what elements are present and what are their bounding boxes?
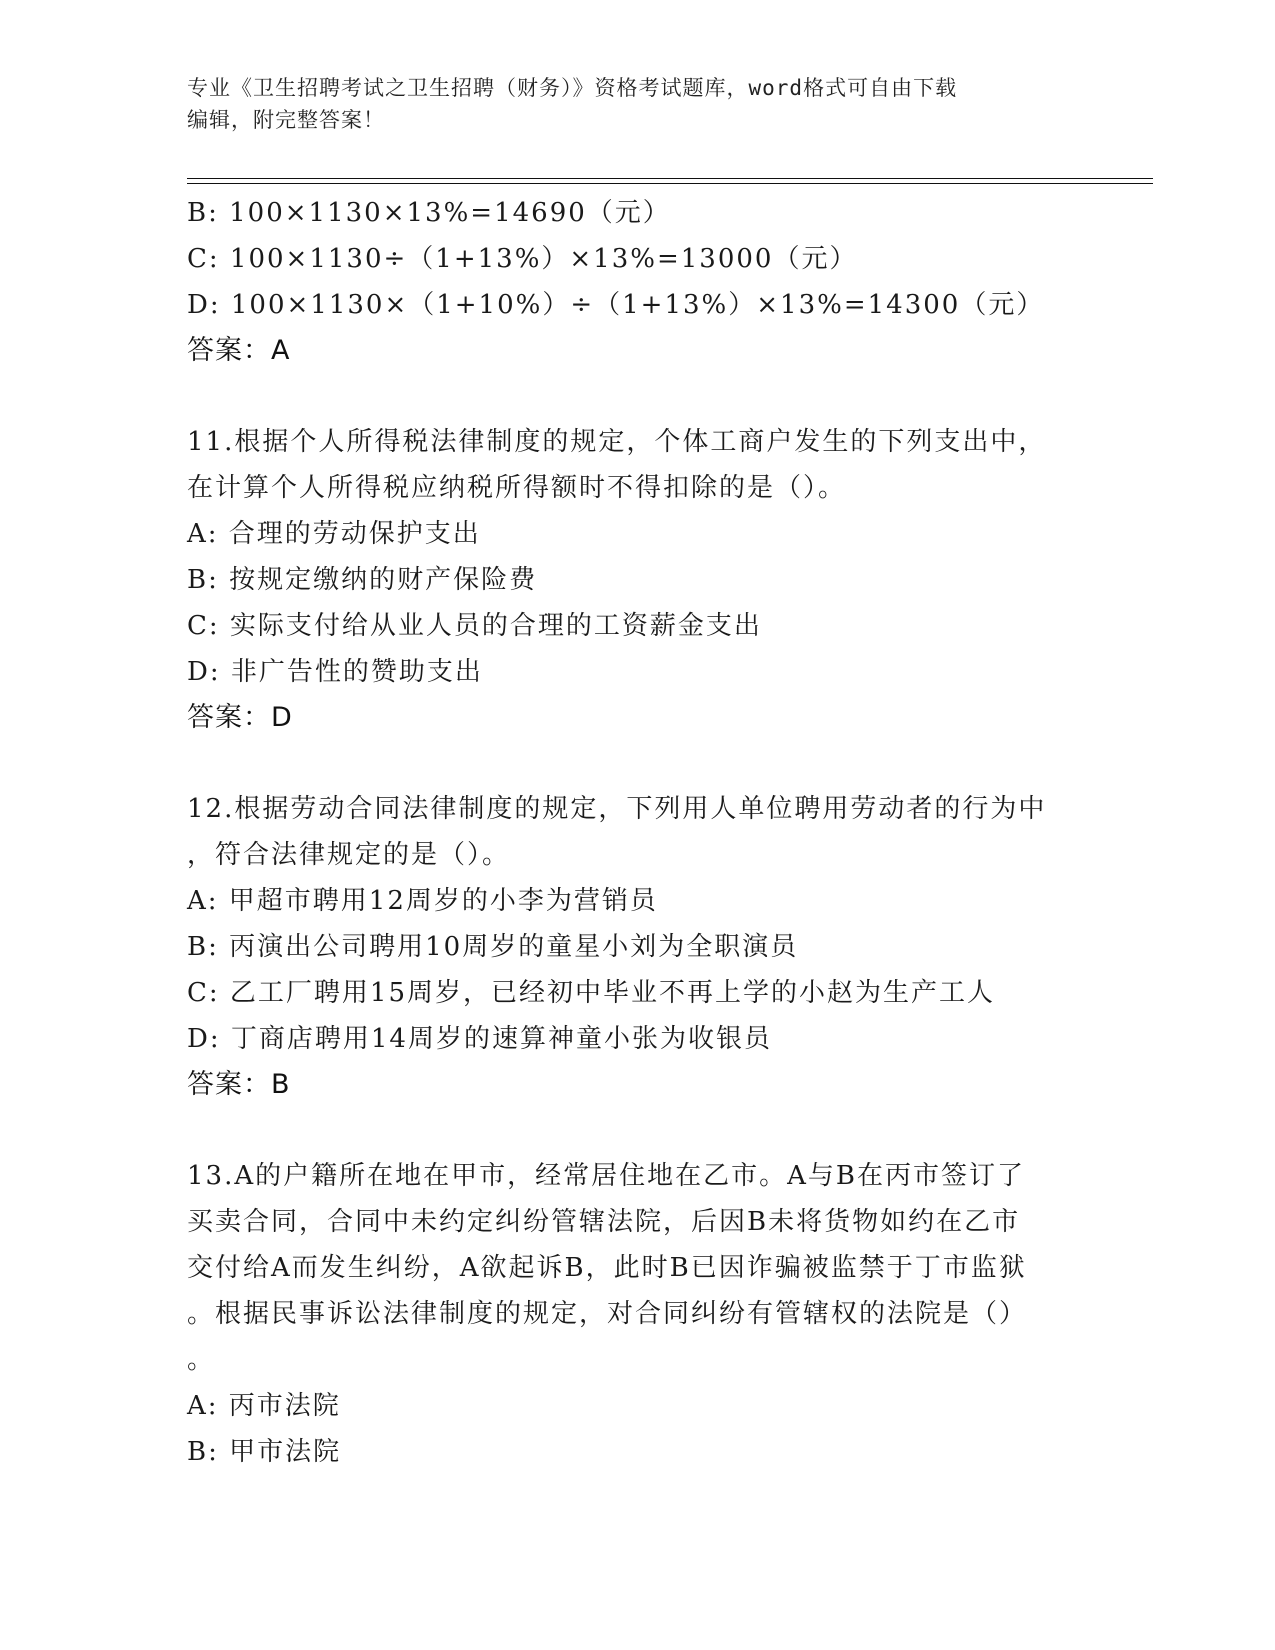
answer-line: 答案：B <box>187 1069 291 1100</box>
question-stem-line: 12.根据劳动合同法律制度的规定，下列用人单位聘用劳动者的行为中 <box>187 794 1047 824</box>
option-a: A: 合理的劳动保护支出 <box>187 519 481 549</box>
header-divider-top <box>187 178 1153 179</box>
question-stem-line: 。 <box>187 1345 216 1375</box>
option-a: A: 甲超市聘用12周岁的小李为营销员 <box>187 886 658 916</box>
answer-line: 答案：A <box>187 335 291 366</box>
question-stem-line: 13.A的户籍所在地在甲市，经常居住地在乙市。A与B在丙市签订了 <box>187 1161 1026 1191</box>
header-divider-bottom <box>187 183 1153 184</box>
question-stem-line: 买卖合同，合同中未约定纠纷管辖法院，后因B未将货物如约在乙市 <box>187 1207 1021 1237</box>
option-b: B: 丙演出公司聘用10周岁的童星小刘为全职演员 <box>187 932 799 962</box>
header-line-1: 专业《卫生招聘考试之卫生招聘（财务）》资格考试题库，word格式可自由下载 <box>187 76 958 100</box>
question-stem-line: 。根据民事诉讼法律制度的规定，对合同纠纷有管辖权的法院是（） <box>187 1299 1028 1329</box>
option-c: C: 100×1130÷（1+13%）×13%=13000（元） <box>187 244 858 274</box>
question-stem-line: 11.根据个人所得税法律制度的规定，个体工商户发生的下列支出中， <box>187 427 1047 457</box>
option-b: B: 甲市法院 <box>187 1437 342 1467</box>
document-header <box>187 72 1087 136</box>
option-d: D: 非广告性的赞助支出 <box>187 657 483 687</box>
question-11 <box>187 419 1087 741</box>
spacer <box>187 374 1087 419</box>
option-c: C: 实际支付给从业人员的合理的工资薪金支出 <box>187 611 762 641</box>
question-stem-line: 交付给A而发生纠纷，A欲起诉B，此时B已因诈骗被监禁于丁市监狱 <box>187 1253 1027 1283</box>
question-stem-line: 在计算个人所得税应纳税所得额时不得扣除的是（）。 <box>187 473 847 503</box>
spacer <box>187 741 1087 786</box>
question-content <box>187 190 1087 1475</box>
header-line-2: 编辑，附完整答案！ <box>187 108 385 132</box>
option-c: C: 乙工厂聘用15周岁，已经初中毕业不再上学的小赵为生产工人 <box>187 978 996 1008</box>
answer-line: 答案：D <box>187 702 293 733</box>
option-d: D: 100×1130×（1+10%）÷（1+13%）×13%=14300（元） <box>187 290 1045 320</box>
question-10 <box>187 190 1087 374</box>
option-b: B: 按规定缴纳的财产保险费 <box>187 565 538 595</box>
question-12 <box>187 786 1087 1108</box>
spacer <box>187 1108 1087 1153</box>
option-b: B: 100×1130×13%=14690（元） <box>187 198 671 228</box>
question-stem-line: ，符合法律规定的是（）。 <box>187 840 511 870</box>
option-d: D: 丁商店聘用14周岁的速算神童小张为收银员 <box>187 1024 772 1054</box>
question-13 <box>187 1153 1087 1475</box>
option-a: A: 丙市法院 <box>187 1391 341 1421</box>
